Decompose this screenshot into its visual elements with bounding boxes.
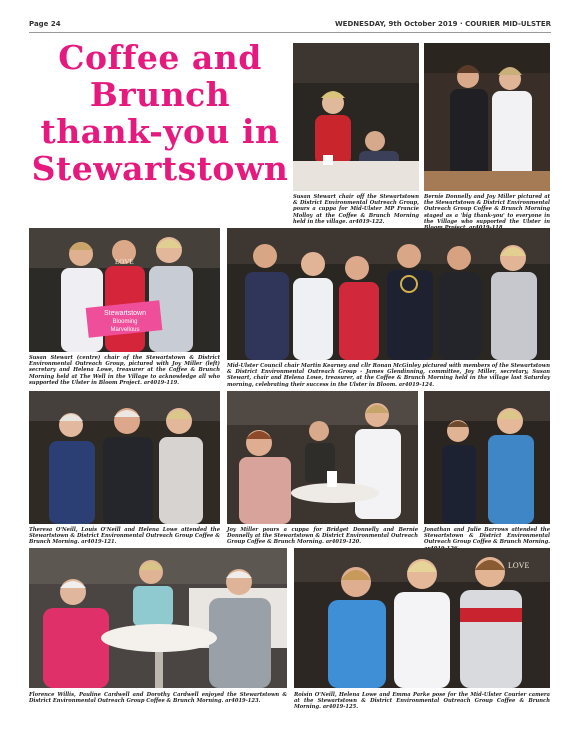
dateline: WEDNESDAY, 9th October 2019 · COURIER MID-ULSTER [334, 20, 551, 28]
caption-3: Susan Stewart (centre) chair of the Stewartstown & District Environmental Outreach Group, pictured with Joy Miller (left) secretary and Helena Lowe, treasurer at the Coffee & Brunch Morning held at The Well in the Village to acknowledge all who supported the Ulster in Bloom Project. ar4019-119. [29, 355, 220, 386]
photo-committee-sign [29, 228, 220, 352]
photo-council-group [227, 228, 550, 360]
photo-coffee-pour [293, 43, 419, 191]
page-number: Page 24 [29, 20, 61, 28]
headline-line: Brunch [89, 74, 231, 114]
caption-6: Joy Miller pours a cuppa for Bridget Donnelly and Bernie Donnelly at the Stewartstown & District Environmental Outreach Group Coffee & Brunch Morning. ar4019-120. [227, 527, 418, 546]
headline-line: Stewartstown [31, 148, 289, 188]
headline-line: Coffee and [58, 38, 262, 77]
headline [29, 40, 291, 188]
wall-sign: LOVE [115, 258, 134, 266]
sign-line-1: Stewartstown [103, 310, 147, 317]
photo-three-ladies [294, 548, 550, 688]
headline-line: thank-you in [40, 111, 280, 151]
photo-pour-cuppa [227, 391, 418, 524]
caption-1: Susan Stewart chair off the Stewartstown & District Environmental Outreach Group, pours a cuppa for Mid-Ulster MP Francie Molloy at the Coffee & Brunch Morning held in the village. ar4019-122. [293, 194, 419, 225]
photo-oneills [29, 391, 220, 524]
caption-5: Theresa O'Neill, Louis O'Neill and Helena Lowe attended the Stewartstown & District Environmental Outreach Group Coffee & Brunch Morning. ar4019-121. [29, 527, 220, 546]
sign-line-3: Marvellous [110, 327, 140, 333]
header-rule [29, 32, 551, 33]
photo-willis-cardwell [29, 548, 287, 688]
wall-sign-2: LOVE [508, 561, 530, 570]
caption-4: Mid-Ulster Council chair Martin Kearney and cllr Ronan McGinley pictured with members of the Stewartstown & District Environmental Outreach Group - James Glendinning, committee, Joy Miller, secretary, Susan Stewart, chair and Helena Lowe, treasurer, at the Coffee & Brunch Morning held in the village last Saturday morning, celebrating their success in the Ulster in Bloom. ar4019-124. [227, 363, 550, 388]
photo-two-ladies [424, 43, 550, 191]
sign-line-2: Blooming [112, 319, 138, 325]
photo-barrows [424, 391, 550, 524]
caption-9: Roisin O'Neill, Helena Lowe and Emma Parke pose for the Mid-Ulster Courier camera at the Stewartstown & District Environmental Outreach Group Coffee & Brunch Morning. ar4019-125. [294, 692, 550, 711]
caption-2: Bernie Donnelly and Joy Miller pictured at the Stewartstown & District Environmental Outreach Group Coffee & Brunch Morning staged as a 'big thank-you' to everyone in the Village who supported the Ulster in [424, 194, 550, 225]
caption-8: Florence Willis, Pauline Cardwell and Dorothy Cardwell enjoyed the Stewartstown & District Environmental Outreach Group Coffee & Brunch Morning. ar4019-123. [29, 692, 287, 705]
caption-7: Jonathan and Julie Barrows attended the Stewartstown & District Environmental Outreach Group Coffee & Brunch Morning. [424, 527, 550, 546]
